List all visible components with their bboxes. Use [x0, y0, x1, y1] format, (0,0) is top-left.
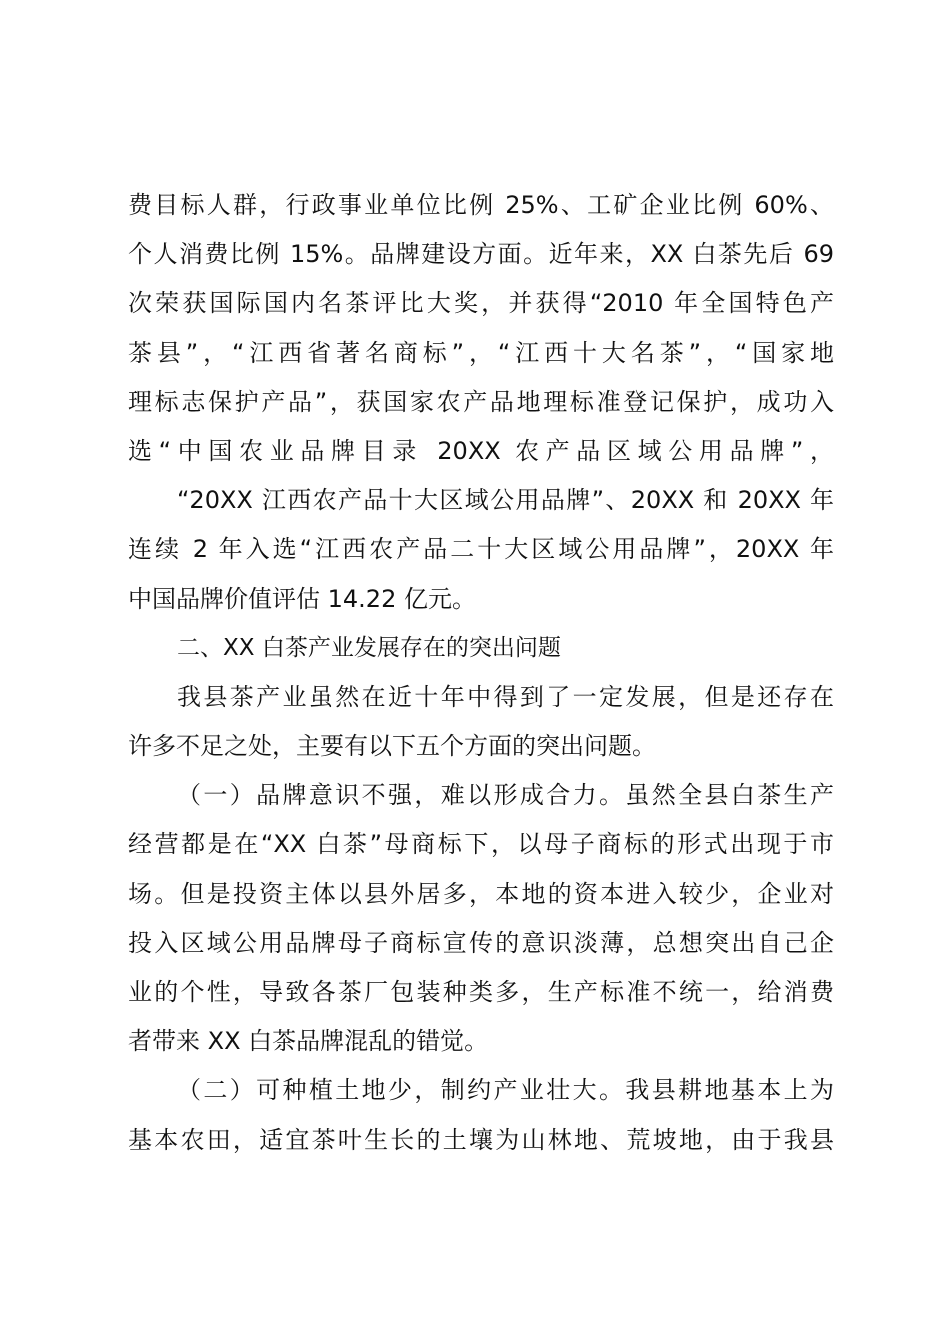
text-line: 场。但是投资主体以县外居多，本地的资本进入较少，企业对 — [128, 879, 834, 908]
text-line: 次荣获国际国内名茶评比大奖，并获得“2010 年全国特色产 — [128, 289, 834, 318]
text-line: 中国品牌价值评估 14.22 亿元。 — [128, 584, 476, 613]
text-line: 业的个性，导致各茶厂包装种类多，生产标准不统一，给消费 — [128, 978, 834, 1006]
document-body — [128, 181, 834, 1165]
text-line: “20XX 江西农产品十大区域公用品牌”、20XX 和 20XX 年 — [177, 486, 834, 515]
text-line: 者带来 XX 白茶品牌混乱的错觉。 — [128, 1027, 489, 1056]
text-line: 费目标人群，行政事业单位比例 25%、工矿企业比例 60%、 — [128, 191, 834, 219]
text-line: 基本农田，适宜茶叶生长的土壤为山林地、荒坡地，由于我县 — [128, 1125, 834, 1154]
text-line: 选“中国农业品牌目录 20XX 农产品区域公用品牌”， — [128, 436, 834, 465]
text-line: 投入区域公用品牌母子商标宣传的意识淡薄，总想突出自己企 — [128, 928, 834, 957]
text-line: 理标志保护产品”，获国家农产品地理标准登记保护，成功入 — [128, 387, 834, 416]
text-line: 连续 2 年入选“江西农产品二十大区域公用品牌”，20XX 年 — [128, 535, 834, 564]
text-line: 许多不足之处，主要有以下五个方面的突出问题。 — [128, 732, 656, 761]
text-line: 我县茶产业虽然在近十年中得到了一定发展，但是还存在 — [177, 682, 834, 711]
text-line: 个人消费比例 15%。品牌建设方面。近年来，XX 白茶先后 69 — [128, 240, 834, 269]
text-line: （一）品牌意识不强，难以形成合力。虽然全县白茶生产 — [177, 781, 834, 810]
text-line: 经营都是在“XX 白茶”母商标下，以母子商标的形式出现于市 — [128, 830, 834, 859]
text-line: （二）可种植土地少，制约产业壮大。我县耕地基本上为 — [177, 1076, 834, 1105]
text-line: 茶县”，“江西省著名商标”，“江西十大名茶”，“国家地 — [128, 338, 834, 367]
section-heading: 二、XX 白茶产业发展存在的突出问题 — [177, 634, 561, 661]
